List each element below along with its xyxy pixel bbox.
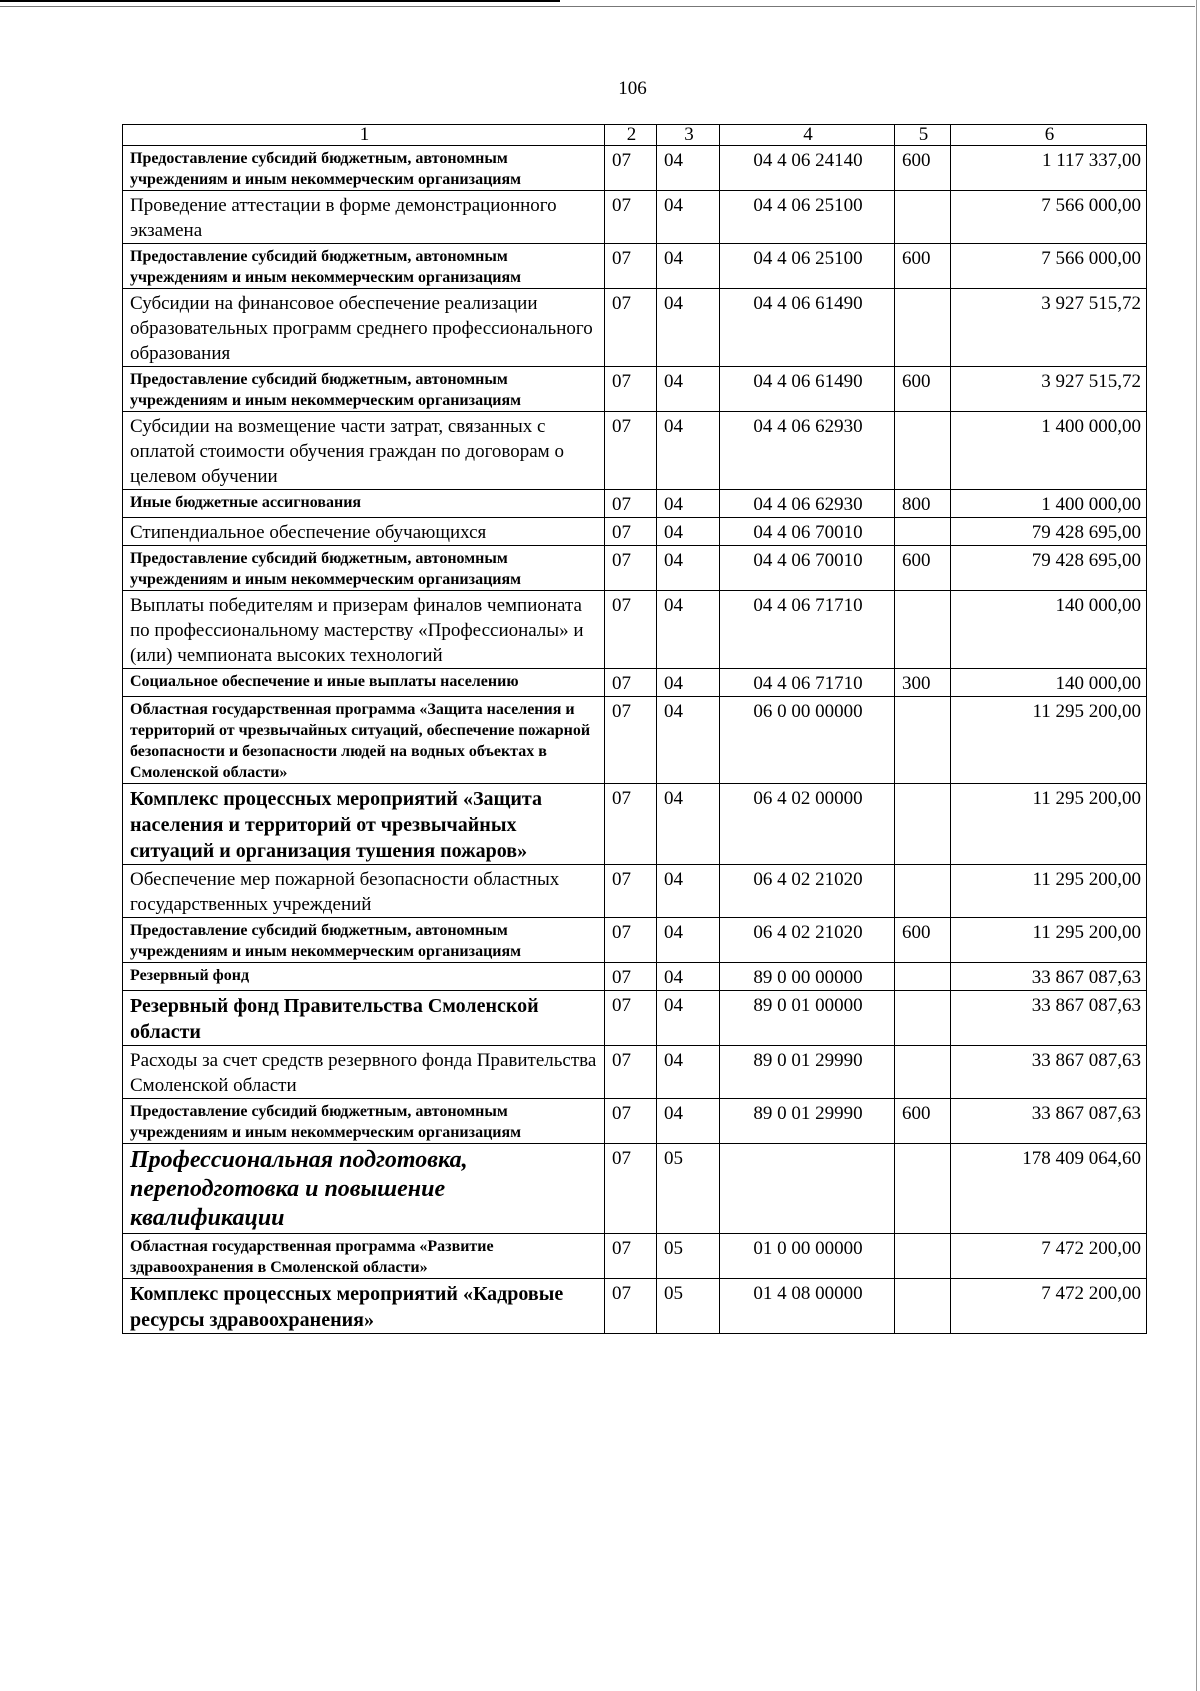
amount: 3 927 515,72 — [951, 289, 1147, 367]
subsection-code: 04 — [657, 367, 720, 412]
target-article-code: 89 0 01 29990 — [720, 1099, 895, 1144]
section-code: 07 — [605, 865, 657, 918]
target-article-code: 04 4 06 71710 — [720, 669, 895, 697]
row-description: Иные бюджетные ассигнования — [123, 490, 605, 518]
section-code: 07 — [605, 963, 657, 991]
scan-edge-line — [0, 6, 1195, 7]
amount: 3 927 515,72 — [951, 367, 1147, 412]
amount: 1 400 000,00 — [951, 490, 1147, 518]
amount: 178 409 064,60 — [951, 1144, 1147, 1234]
amount: 7 566 000,00 — [951, 191, 1147, 244]
subsection-code: 04 — [657, 991, 720, 1046]
section-code: 07 — [605, 146, 657, 191]
section-code: 07 — [605, 289, 657, 367]
section-code: 07 — [605, 1046, 657, 1099]
row-description: Расходы за счет средств резервного фонда Правительства Смоленской области — [123, 1046, 605, 1099]
amount: 79 428 695,00 — [951, 546, 1147, 591]
section-code: 07 — [605, 546, 657, 591]
row-description: Субсидии на возмещение части затрат, связанных с оплатой стоимости обучения граждан по договорам о целевом обучении — [123, 412, 605, 490]
section-code: 07 — [605, 518, 657, 546]
header-col-4: 4 — [720, 125, 895, 146]
subsection-code: 04 — [657, 918, 720, 963]
table-row — [123, 289, 1147, 367]
section-code: 07 — [605, 191, 657, 244]
expense-type-code: 300 — [895, 669, 951, 697]
subsection-code: 04 — [657, 490, 720, 518]
subsection-code: 04 — [657, 865, 720, 918]
table-row — [123, 963, 1147, 991]
subsection-code: 04 — [657, 1046, 720, 1099]
amount: 7 472 200,00 — [951, 1234, 1147, 1279]
budget-table — [122, 124, 1147, 1334]
amount: 33 867 087,63 — [951, 963, 1147, 991]
page-number: 106 — [618, 78, 647, 99]
subsection-code: 05 — [657, 1279, 720, 1334]
target-article-code: 04 4 06 62930 — [720, 490, 895, 518]
scan-edge-right — [1196, 0, 1197, 1691]
expense-type-code — [895, 963, 951, 991]
row-description: Проведение аттестации в форме демонстрационного экзамена — [123, 191, 605, 244]
table-row — [123, 1279, 1147, 1334]
expense-type-code — [895, 518, 951, 546]
table-row — [123, 146, 1147, 191]
header-col-2: 2 — [605, 125, 657, 146]
section-code: 07 — [605, 490, 657, 518]
expense-type-code — [895, 1144, 951, 1234]
row-description: Обеспечение мер пожарной безопасности областных государственных учреждений — [123, 865, 605, 918]
row-description: Резервный фонд — [123, 963, 605, 991]
table-row — [123, 490, 1147, 518]
row-description: Предоставление субсидий бюджетным, автономным учреждениям и иным некоммерческим организациям — [123, 1099, 605, 1144]
table-row — [123, 546, 1147, 591]
target-article-code: 04 4 06 25100 — [720, 191, 895, 244]
amount: 33 867 087,63 — [951, 1099, 1147, 1144]
row-description: Областная государственная программа «Развитие здравоохранения в Смоленской области» — [123, 1234, 605, 1279]
expense-type-code: 600 — [895, 1099, 951, 1144]
expense-type-code: 800 — [895, 490, 951, 518]
header-col-3: 3 — [657, 125, 720, 146]
subsection-code: 04 — [657, 191, 720, 244]
expense-type-code — [895, 289, 951, 367]
target-article-code: 04 4 06 24140 — [720, 146, 895, 191]
target-article-code: 89 0 00 00000 — [720, 963, 895, 991]
expense-type-code — [895, 1279, 951, 1334]
subsection-code: 05 — [657, 1144, 720, 1234]
scan-edge-top — [0, 0, 560, 2]
target-article-code: 04 4 06 61490 — [720, 367, 895, 412]
amount: 140 000,00 — [951, 591, 1147, 669]
amount: 11 295 200,00 — [951, 918, 1147, 963]
amount: 33 867 087,63 — [951, 1046, 1147, 1099]
table-row — [123, 591, 1147, 669]
section-code: 07 — [605, 918, 657, 963]
expense-type-code: 600 — [895, 546, 951, 591]
row-description: Предоставление субсидий бюджетным, автономным учреждениям и иным некоммерческим организациям — [123, 367, 605, 412]
section-code: 07 — [605, 591, 657, 669]
section-code: 07 — [605, 367, 657, 412]
section-code: 07 — [605, 669, 657, 697]
section-code: 07 — [605, 1144, 657, 1234]
expense-type-code — [895, 412, 951, 490]
table-row — [123, 518, 1147, 546]
table-row — [123, 1234, 1147, 1279]
amount: 1 117 337,00 — [951, 146, 1147, 191]
target-article-code: 01 0 00 00000 — [720, 1234, 895, 1279]
section-code: 07 — [605, 1099, 657, 1144]
row-description: Профессиональная подготовка, переподготовка и повышение квалификации — [123, 1144, 605, 1234]
target-article-code: 04 4 06 61490 — [720, 289, 895, 367]
row-description: Предоставление субсидий бюджетным, автономным учреждениям и иным некоммерческим организациям — [123, 244, 605, 289]
subsection-code: 05 — [657, 1234, 720, 1279]
row-description: Предоставление субсидий бюджетным, автономным учреждениям и иным некоммерческим организациям — [123, 146, 605, 191]
target-article-code: 89 0 01 00000 — [720, 991, 895, 1046]
row-description: Предоставление субсидий бюджетным, автономным учреждениям и иным некоммерческим организациям — [123, 546, 605, 591]
expense-type-code: 600 — [895, 367, 951, 412]
table-body — [123, 146, 1147, 1334]
section-code: 07 — [605, 697, 657, 784]
target-article-code: 89 0 01 29990 — [720, 1046, 895, 1099]
header-col-5: 5 — [895, 125, 951, 146]
row-description: Резервный фонд Правительства Смоленской области — [123, 991, 605, 1046]
row-description: Субсидии на финансовое обеспечение реализации образовательных программ среднего профессионального образования — [123, 289, 605, 367]
expense-type-code — [895, 191, 951, 244]
expense-type-code — [895, 591, 951, 669]
subsection-code: 04 — [657, 412, 720, 490]
section-code: 07 — [605, 1234, 657, 1279]
table-row — [123, 991, 1147, 1046]
section-code: 07 — [605, 1279, 657, 1334]
table-row — [123, 697, 1147, 784]
row-description: Социальное обеспечение и иные выплаты населению — [123, 669, 605, 697]
target-article-code: 01 4 08 00000 — [720, 1279, 895, 1334]
table-row — [123, 244, 1147, 289]
header-col-1: 1 — [123, 125, 605, 146]
target-article-code: 06 0 00 00000 — [720, 697, 895, 784]
section-code: 07 — [605, 412, 657, 490]
subsection-code: 04 — [657, 1099, 720, 1144]
expense-type-code — [895, 697, 951, 784]
expense-type-code — [895, 865, 951, 918]
table-row — [123, 784, 1147, 865]
row-description: Предоставление субсидий бюджетным, автономным учреждениям и иным некоммерческим организациям — [123, 918, 605, 963]
table-row — [123, 1144, 1147, 1234]
subsection-code: 04 — [657, 963, 720, 991]
row-description: Стипендиальное обеспечение обучающихся — [123, 518, 605, 546]
target-article-code: 04 4 06 71710 — [720, 591, 895, 669]
subsection-code: 04 — [657, 546, 720, 591]
table-row — [123, 918, 1147, 963]
target-article-code: 04 4 06 62930 — [720, 412, 895, 490]
target-article-code: 04 4 06 70010 — [720, 546, 895, 591]
header-row — [123, 125, 1147, 146]
expense-type-code — [895, 1234, 951, 1279]
table-row — [123, 669, 1147, 697]
table-row — [123, 1046, 1147, 1099]
subsection-code: 04 — [657, 697, 720, 784]
expense-type-code: 600 — [895, 918, 951, 963]
subsection-code: 04 — [657, 146, 720, 191]
amount: 11 295 200,00 — [951, 865, 1147, 918]
table-row — [123, 191, 1147, 244]
amount: 140 000,00 — [951, 669, 1147, 697]
table-row — [123, 412, 1147, 490]
target-article-code — [720, 1144, 895, 1234]
table-row — [123, 367, 1147, 412]
amount: 11 295 200,00 — [951, 697, 1147, 784]
expense-type-code: 600 — [895, 244, 951, 289]
section-code: 07 — [605, 991, 657, 1046]
amount: 7 472 200,00 — [951, 1279, 1147, 1334]
target-article-code: 04 4 06 25100 — [720, 244, 895, 289]
amount: 1 400 000,00 — [951, 412, 1147, 490]
expense-type-code — [895, 784, 951, 865]
amount: 33 867 087,63 — [951, 991, 1147, 1046]
expense-type-code — [895, 1046, 951, 1099]
target-article-code: 06 4 02 00000 — [720, 784, 895, 865]
subsection-code: 04 — [657, 784, 720, 865]
table-row — [123, 1099, 1147, 1144]
amount: 79 428 695,00 — [951, 518, 1147, 546]
target-article-code: 06 4 02 21020 — [720, 918, 895, 963]
section-code: 07 — [605, 784, 657, 865]
row-description: Комплекс процессных мероприятий «Кадровые ресурсы здравоохранения» — [123, 1279, 605, 1334]
subsection-code: 04 — [657, 289, 720, 367]
header-col-6: 6 — [951, 125, 1147, 146]
expense-type-code — [895, 991, 951, 1046]
amount: 11 295 200,00 — [951, 784, 1147, 865]
section-code: 07 — [605, 244, 657, 289]
target-article-code: 04 4 06 70010 — [720, 518, 895, 546]
row-description: Комплекс процессных мероприятий «Защита населения и территорий от чрезвычайных ситуаций и организация тушения пожаров» — [123, 784, 605, 865]
amount: 7 566 000,00 — [951, 244, 1147, 289]
subsection-code: 04 — [657, 669, 720, 697]
expense-type-code: 600 — [895, 146, 951, 191]
row-description: Областная государственная программа «Защита населения и территорий от чрезвычайных ситуаций, обеспечение пожарной безопасности и безопасности людей на водных объектах в Смоленской области» — [123, 697, 605, 784]
subsection-code: 04 — [657, 518, 720, 546]
row-description: Выплаты победителям и призерам финалов чемпионата по профессиональному мастерству «Профессионалы» и (или) чемпионата высоких технологий — [123, 591, 605, 669]
subsection-code: 04 — [657, 244, 720, 289]
table-row — [123, 865, 1147, 918]
subsection-code: 04 — [657, 591, 720, 669]
target-article-code: 06 4 02 21020 — [720, 865, 895, 918]
